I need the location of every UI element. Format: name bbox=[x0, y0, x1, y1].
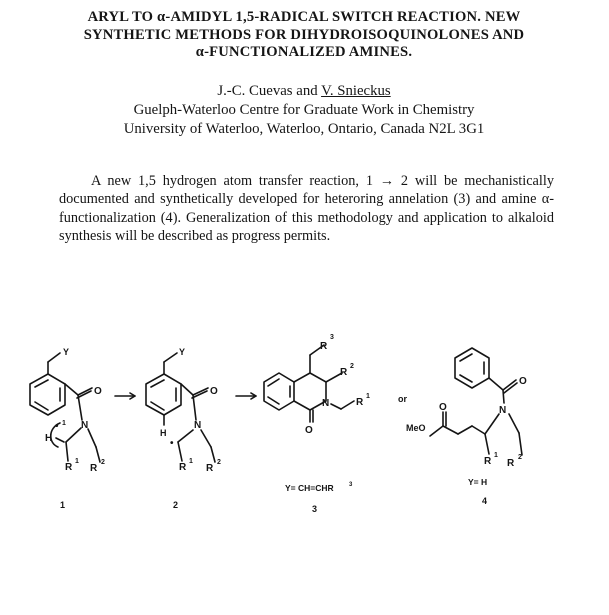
cmpd3-r1-sup: 1 bbox=[366, 393, 370, 400]
cmpd1-o-label: O bbox=[94, 386, 102, 397]
cmpd1-r2-label: R bbox=[90, 463, 98, 474]
scheme-bonds bbox=[30, 345, 522, 462]
cmpd4-meo-label: MeO bbox=[406, 423, 426, 433]
cmpd1-r1-sup: 1 bbox=[75, 458, 79, 465]
cmpd4-r1-sup: 1 bbox=[494, 452, 498, 459]
affiliation-line-2: University of Waterloo, Waterloo, Ontario, Canada N2L 3G1 bbox=[123, 121, 485, 137]
cmpd4-r1-label: R bbox=[484, 456, 492, 467]
title-line-2: SYNTHETIC METHODS FOR DIHYDROISOQUINOLONES AND bbox=[83, 26, 525, 43]
cmpd1-radical-dot: • bbox=[55, 421, 59, 432]
cmpd2-r2-sup: 2 bbox=[217, 459, 221, 466]
or-label: or bbox=[398, 394, 407, 404]
compound-number-4: 4 bbox=[482, 496, 488, 506]
cmpd2-r1-sup: 1 bbox=[189, 458, 193, 465]
title-line-3: α-FUNCTIONALIZED AMINES. bbox=[195, 44, 413, 60]
cmpd2-r2-label: R bbox=[206, 463, 214, 474]
author-conjunction: and bbox=[296, 83, 318, 99]
cmpd4-ester-o-label: O bbox=[439, 402, 447, 413]
cmpd2-n-label: N bbox=[194, 420, 202, 431]
cmpd3-o-label: O bbox=[305, 425, 313, 436]
cmpd2-o-label: O bbox=[210, 386, 218, 397]
cmpd4-r2-label: R bbox=[507, 458, 515, 469]
cmpd2-r1-label: R bbox=[179, 462, 187, 473]
cmpd2-radical-dot: • bbox=[170, 438, 174, 449]
cmpd2-h-label: H bbox=[160, 428, 167, 438]
cmpd1-r2-sup: 2 bbox=[101, 459, 105, 466]
cmpd2-y-label: Y bbox=[179, 347, 186, 357]
cmpd1-n-label: N bbox=[81, 420, 89, 431]
cmpd1-radical-sup: 1 bbox=[62, 420, 66, 427]
cmpd1-r1-label: R bbox=[65, 462, 73, 473]
compound-number-2: 2 bbox=[173, 500, 179, 510]
cmpd3-n-label: N bbox=[322, 398, 330, 409]
cmpd3-r3-sup: 3 bbox=[330, 334, 334, 341]
cmpd3-r2-sup: 2 bbox=[350, 363, 354, 370]
affiliation-line-1: Guelph-Waterloo Centre for Graduate Work in Chemistry bbox=[133, 102, 475, 118]
cmpd3-r3-label: R bbox=[320, 341, 328, 352]
cmpd4-n-label: N bbox=[499, 405, 507, 416]
author-2: V. Snieckus bbox=[321, 83, 391, 99]
compound-number-1: 1 bbox=[60, 500, 66, 510]
cmpd1-y-label: Y bbox=[63, 347, 70, 357]
cmpd3-r1-label: R bbox=[356, 397, 364, 408]
abstract-text: A new 1,5 hydrogen atom transfer reaction, 1 → 2 will be mechanistically documented and synthetically developed for heteroring annelation (3) and amine α-functionalization (4). Generalization of this methodology and application to alkaloid synthesis will be described as progress permits. bbox=[59, 173, 554, 245]
cmpd1-h-label: H bbox=[45, 433, 53, 444]
cmpd3-condition: Y= CH=CHR bbox=[285, 483, 334, 493]
cmpd3-r2-label: R bbox=[340, 367, 348, 378]
title-line-1: ARYL TO α-AMIDYL 1,5-RADICAL SWITCH REACTION. NEW bbox=[87, 9, 521, 25]
compound-number-3: 3 bbox=[312, 504, 318, 514]
cmpd4-o-label: O bbox=[519, 376, 527, 387]
cmpd4-r2-sup: 2 bbox=[518, 454, 522, 461]
cmpd3-condition-sup: 3 bbox=[349, 482, 353, 488]
cmpd4-condition: Y= H bbox=[468, 477, 488, 487]
author-1: J.-C. Cuevas bbox=[217, 83, 293, 99]
